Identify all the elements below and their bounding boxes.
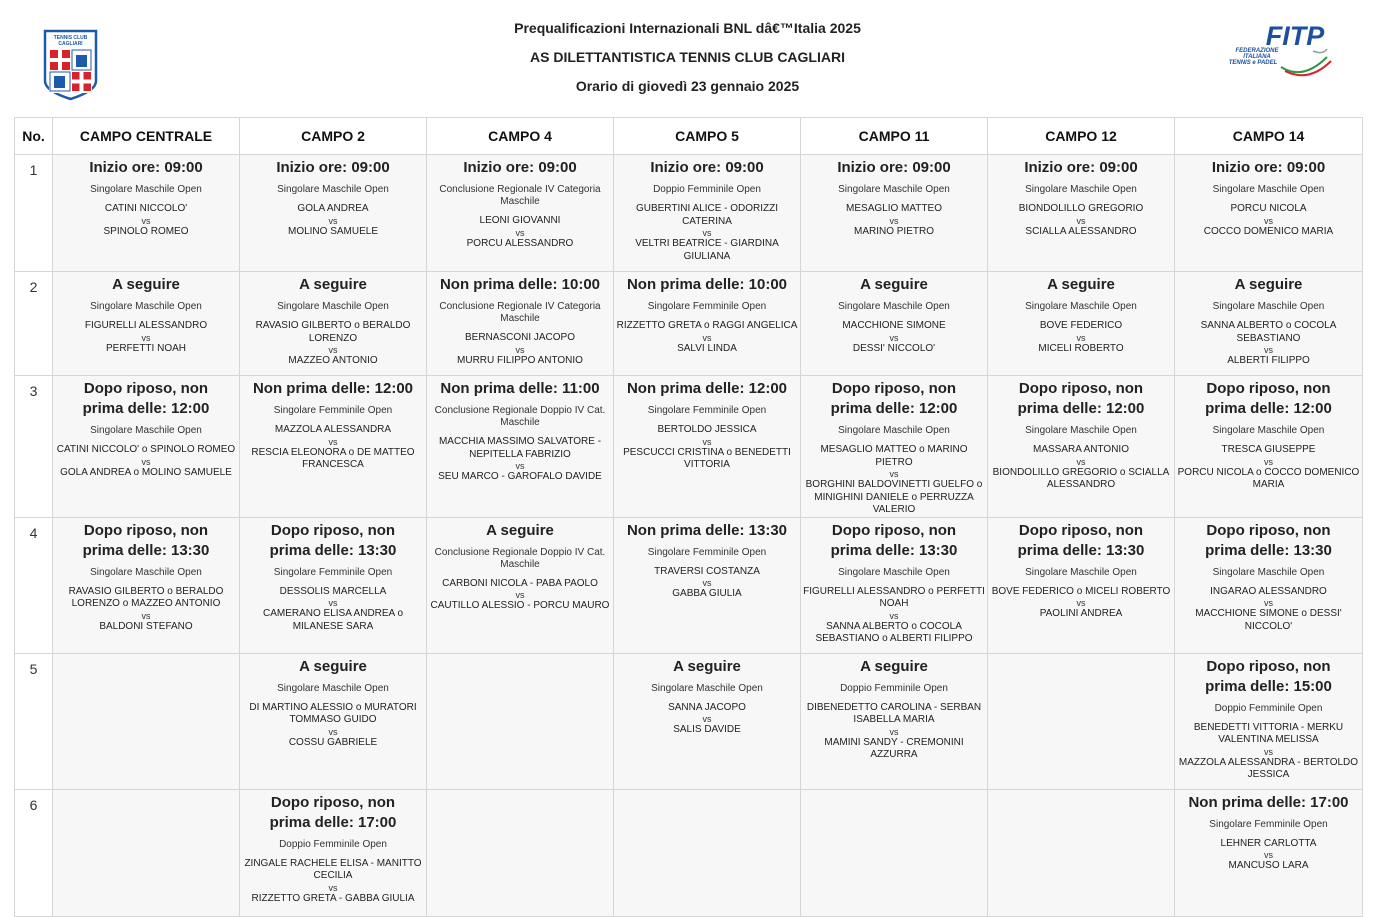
versus-label: vs <box>1076 215 1086 226</box>
versus-label: vs <box>1264 850 1273 860</box>
match-cell <box>427 653 614 789</box>
player-one: MACCHIONE SIMONE <box>842 320 946 331</box>
match-cell <box>53 653 240 789</box>
versus-label: vs <box>141 610 151 621</box>
player-one: FIGURELLI ALESSANDRO <box>84 320 208 331</box>
match-time: Dopo riposo, non prima delle: 15:00 <box>1205 657 1332 695</box>
versus-label: vs <box>702 228 712 238</box>
page-header <box>0 0 1375 116</box>
match-time: Dopo riposo, non prima delle: 13:30 <box>82 521 210 559</box>
match-time: Non prima delle: 10:00 <box>626 276 788 293</box>
player-one: RIZZETTO GRETA o RAGGI ANGELICA <box>616 320 798 331</box>
column-header-campo-4: CAMPO 4 <box>427 118 614 155</box>
match-time: Inizio ore: 09:00 <box>650 159 764 176</box>
match-cell <box>1175 272 1363 376</box>
match-cell <box>1175 789 1363 916</box>
header-title-date: Orario di giovedì 23 gennaio 2025 <box>575 78 800 94</box>
column-header-campo-11: CAMPO 11 <box>801 118 988 155</box>
match-event: Singolare Maschile Open <box>1025 301 1137 312</box>
versus-label: vs <box>1076 332 1086 343</box>
match-cell <box>1175 376 1363 518</box>
player-two: ALBERTI FILIPPO <box>1227 355 1310 366</box>
match-event: Conclusione Regionale Doppio IV Cat. Maschile <box>434 546 606 570</box>
player-two: MACCHIONE SIMONE o DESSI' NICCOLO' <box>1195 608 1342 632</box>
versus-label: vs <box>702 578 712 588</box>
header-titles <box>0 19 1375 106</box>
match-time: Inizio ore: 09:00 <box>837 159 951 176</box>
match-time: Dopo riposo, non prima delle: 12:00 <box>1205 380 1332 417</box>
versus-label: vs <box>889 215 899 226</box>
match-cell <box>240 272 427 376</box>
player-one: MAZZOLA ALESSANDRA <box>274 424 392 435</box>
match-event: Singolare Maschile Open <box>277 682 389 694</box>
versus-label: vs <box>889 726 899 737</box>
match-cell <box>240 376 427 518</box>
match-event: Singolare Femminile Open <box>273 405 393 416</box>
match-time: A seguire <box>860 276 928 293</box>
match-event: Singolare Femminile Open <box>1209 818 1328 830</box>
versus-label: vs <box>702 332 712 343</box>
match-event: Singolare Maschile Open <box>838 425 950 436</box>
match-event: Conclusione Regionale IV Categoria Maschile <box>439 301 601 324</box>
player-one: LEHNER CARLOTTA <box>1220 837 1317 849</box>
versus-label: vs <box>515 461 525 471</box>
player-one: DI MARTINO ALESSIO o MURATORI TOMMASO GUIDO <box>249 701 417 725</box>
match-cell <box>801 653 988 789</box>
match-event: Singolare Femminile Open <box>647 405 767 416</box>
match-event: Singolare Maschile Open <box>90 425 202 436</box>
match-cell <box>427 789 614 916</box>
match-time: Non prima delle: 12:00 <box>252 380 414 397</box>
player-one: BERNASCONI JACOPO <box>464 332 576 343</box>
match-time: Dopo riposo, non prima delle: 13:30 <box>1205 521 1332 559</box>
fitp-logo <box>1215 17 1337 79</box>
match-cell <box>988 272 1175 376</box>
match-time: Dopo riposo, non prima delle: 12:00 <box>82 380 210 417</box>
match-event: Singolare Maschile Open <box>1212 425 1325 436</box>
player-two: SCIALLA ALESSANDRO <box>1025 225 1137 237</box>
row-number: 6 <box>15 789 53 916</box>
row-number: 2 <box>15 272 53 376</box>
player-two: MARINO PIETRO <box>853 225 934 237</box>
match-cell <box>1175 653 1363 789</box>
player-one: MACCHIA MASSIMO SALVATORE - NEPITELLA FABRIZIO <box>438 436 602 460</box>
player-two: MAZZEO ANTONIO <box>288 355 378 366</box>
versus-label: vs <box>141 215 151 226</box>
player-one: CARBONI NICOLA - PABA PAOLO <box>442 577 598 589</box>
player-two: PAOLINI ANDREA <box>1039 608 1123 619</box>
column-header-campo-12: CAMPO 12 <box>988 118 1175 155</box>
svg-text:TENNIS CLUB: TENNIS CLUB <box>53 35 88 41</box>
player-two: BORGHINI BALDOVINETTI GUELFO o MINIGHINI DANIELE o PERRUZZA VALERIO <box>805 479 983 515</box>
match-event: Singolare Maschile Open <box>1212 184 1325 195</box>
match-time: A seguire <box>1047 276 1115 293</box>
match-cell <box>240 517 427 653</box>
match-event: Singolare Maschile Open <box>1025 425 1137 436</box>
player-two: SALIS DAVIDE <box>673 724 741 735</box>
versus-label: vs <box>1264 598 1273 608</box>
match-time: Non prima delle: 10:00 <box>439 276 601 293</box>
versus-label: vs <box>141 332 151 343</box>
player-two: VELTRI BEATRICE - GIARDINA GIULIANA <box>635 238 779 262</box>
player-two: SALVI LINDA <box>677 342 737 354</box>
match-cell <box>1175 155 1363 272</box>
versus-label: vs <box>141 456 151 467</box>
schedule-table <box>14 117 1363 917</box>
player-two: COCCO DOMENICO MARIA <box>1203 225 1334 237</box>
player-one: BOVE FEDERICO o MICELI ROBERTO <box>991 585 1171 597</box>
player-one: CATINI NICCOLO' o SPINOLO ROMEO <box>56 444 236 455</box>
svg-text:ITALIANA: ITALIANA <box>1243 54 1271 60</box>
player-one: SANNA JACOPO <box>668 701 746 713</box>
versus-label: vs <box>1264 746 1273 757</box>
match-event: Conclusione Regionale IV Categoria Maschile <box>439 184 601 207</box>
match-event: Singolare Maschile Open <box>1212 566 1325 578</box>
match-event: Doppio Femminile Open <box>653 184 761 195</box>
player-two: PERFETTI NOAH <box>105 342 186 354</box>
match-cell <box>988 376 1175 518</box>
player-two: RIZZETTO GRETA - GABBA GIULIA <box>251 892 415 904</box>
match-cell <box>53 789 240 916</box>
match-event: Singolare Maschile Open <box>838 184 950 195</box>
match-time: Dopo riposo, non prima delle: 17:00 <box>269 793 397 831</box>
versus-label: vs <box>515 227 525 238</box>
match-cell <box>988 653 1175 789</box>
match-time: A seguire <box>860 657 928 675</box>
match-event: Singolare Femminile Open <box>647 301 767 312</box>
player-two: PORCU NICOLA o COCCO DOMENICO MARIA <box>1177 466 1360 490</box>
match-cell <box>988 155 1175 272</box>
match-time: Dopo riposo, non prima delle: 12:00 <box>830 380 958 417</box>
player-two: RESCIA ELEONORA o DE MATTEO FRANCESCA <box>251 446 415 470</box>
player-two: BALDONI STEFANO <box>99 620 193 632</box>
header-title-club: AS DILETTANTISTICA TENNIS CLUB CAGLIARI <box>530 49 845 65</box>
player-one: FIGURELLI ALESSANDRO o PERFETTI NOAH <box>803 585 985 609</box>
player-two: CAMERANO ELISA ANDREA o MILANESE SARA <box>262 608 404 632</box>
match-time: Inizio ore: 09:00 <box>276 159 390 176</box>
versus-label: vs <box>1264 215 1273 226</box>
match-time: A seguire <box>112 276 180 293</box>
player-one: MASSARA ANTONIO <box>1033 444 1129 455</box>
match-time: Inizio ore: 09:00 <box>89 159 203 176</box>
match-time: A seguire <box>486 521 554 539</box>
column-header-campo-centrale: CAMPO CENTRALE <box>53 118 240 155</box>
match-time: Dopo riposo, non prima delle: 13:30 <box>269 521 397 559</box>
versus-label: vs <box>328 882 338 893</box>
row-number: 4 <box>15 517 53 653</box>
match-cell <box>427 155 614 272</box>
match-time: Non prima delle: 11:00 <box>440 380 600 397</box>
match-time: A seguire <box>299 276 367 293</box>
player-two: PORCU ALESSANDRO <box>466 237 574 249</box>
versus-label: vs <box>328 345 338 355</box>
match-cell <box>1175 517 1363 653</box>
table-row <box>15 517 1363 653</box>
versus-label: vs <box>515 590 525 600</box>
player-one: RAVASIO GILBERTO o BERALDO LORENZO o MAZZEO ANTONIO <box>68 585 224 609</box>
player-two: GABBA GIULIA <box>672 588 742 599</box>
player-one: MESAGLIO MATTEO o MARINO PIETRO <box>820 444 968 468</box>
player-one: BENEDETTI VITTORIA - MERKU VALENTINA MELISSA <box>1193 721 1344 745</box>
player-two: PESCUCCI CRISTINA o BENEDETTI VITTORIA <box>623 446 791 470</box>
match-event: Singolare Maschile Open <box>1025 184 1137 195</box>
match-time: Dopo riposo, non prima delle: 13:30 <box>1017 521 1145 559</box>
match-cell <box>240 789 427 916</box>
match-cell <box>614 517 801 653</box>
match-cell <box>53 272 240 376</box>
match-event: Singolare Maschile Open <box>1025 566 1137 578</box>
match-time: Non prima delle: 12:00 <box>626 380 788 397</box>
match-cell <box>240 653 427 789</box>
player-one: DIBENEDETTO CAROLINA - SERBAN ISABELLA MARIA <box>806 701 982 725</box>
player-one: BERTOLDO JESSICA <box>657 424 757 435</box>
table-row <box>15 789 1363 916</box>
player-two: COSSU GABRIELE <box>288 736 378 748</box>
match-time: Non prima delle: 17:00 <box>1188 793 1349 811</box>
match-event: Doppio Femminile Open <box>279 838 387 850</box>
row-number: 3 <box>15 376 53 518</box>
match-event: Doppio Femminile Open <box>840 682 948 694</box>
match-time: Inizio ore: 09:00 <box>463 159 577 176</box>
match-cell <box>614 155 801 272</box>
player-two: MURRU FILIPPO ANTONIO <box>457 354 583 366</box>
versus-label: vs <box>1264 456 1273 467</box>
player-two: MICELI ROBERTO <box>1038 342 1124 354</box>
player-two: SEU MARCO - GAROFALO DAVIDE <box>438 471 602 482</box>
table-row <box>15 155 1363 272</box>
match-cell <box>53 155 240 272</box>
match-event: Singolare Maschile Open <box>90 184 202 195</box>
player-one: GOLA ANDREA <box>297 203 369 214</box>
column-header-campo-2: CAMPO 2 <box>240 118 427 155</box>
player-one: DESSOLIS MARCELLA <box>279 585 387 597</box>
versus-label: vs <box>1264 345 1273 355</box>
player-one: SANNA ALBERTO o COCOLA SEBASTIANO <box>1200 320 1337 344</box>
row-number: 1 <box>15 155 53 272</box>
versus-label: vs <box>1076 598 1086 608</box>
match-event: Doppio Femminile Open <box>1214 702 1323 714</box>
match-cell <box>614 376 801 518</box>
match-event: Conclusione Regionale Doppio IV Cat. Maschile <box>434 405 606 428</box>
player-one: PORCU NICOLA <box>1230 203 1307 214</box>
player-two: MAMINI SANDY - CREMONINI AZZURRA <box>824 736 964 760</box>
match-cell <box>53 517 240 653</box>
versus-label: vs <box>702 436 712 447</box>
match-cell <box>801 517 988 653</box>
player-one: INGARAO ALESSANDRO <box>1210 585 1327 597</box>
versus-label: vs <box>889 332 899 343</box>
player-one: TRAVERSI COSTANZA <box>654 565 760 577</box>
match-event: Singolare Maschile Open <box>651 682 763 694</box>
table-row <box>15 376 1363 518</box>
match-event: Singolare Maschile Open <box>90 301 202 312</box>
versus-label: vs <box>515 344 525 355</box>
match-cell <box>53 376 240 518</box>
svg-text:TENNIS e PADEL: TENNIS e PADEL <box>1228 60 1278 66</box>
match-event: Singolare Femminile Open <box>647 546 767 558</box>
versus-label: vs <box>1076 456 1086 467</box>
table-row <box>15 272 1363 376</box>
match-cell <box>801 272 988 376</box>
match-cell <box>427 272 614 376</box>
player-two: MOLINO SAMUELE <box>287 225 379 237</box>
player-one: BOVE FEDERICO <box>1039 320 1123 331</box>
player-two: DESSI' NICCOLO' <box>852 342 936 354</box>
player-two: SPINOLO ROMEO <box>103 225 189 237</box>
player-one: LEONI GIOVANNI <box>479 215 561 226</box>
match-cell <box>988 517 1175 653</box>
player-two: BIONDOLILLO GREGORIO o SCIALLA ALESSANDRO <box>992 466 1170 490</box>
match-time: Non prima delle: 13:30 <box>626 521 788 539</box>
match-time: A seguire <box>1234 276 1303 293</box>
match-cell <box>614 653 801 789</box>
player-one: MESAGLIO MATTEO <box>846 203 942 214</box>
table-header-row <box>15 118 1363 155</box>
match-time: Inizio ore: 09:00 <box>1211 159 1326 176</box>
column-header-campo-14: CAMPO 14 <box>1175 118 1363 155</box>
svg-text:CAGLIARI: CAGLIARI <box>58 41 83 47</box>
match-cell <box>240 155 427 272</box>
match-cell <box>801 376 988 518</box>
match-cell <box>614 789 801 916</box>
match-cell <box>801 789 988 916</box>
column-header-campo-5: CAMPO 5 <box>614 118 801 155</box>
player-one: BIONDOLILLO GREGORIO <box>1018 203 1144 214</box>
match-cell <box>988 789 1175 916</box>
match-event: Singolare Maschile Open <box>90 566 202 578</box>
player-one: RAVASIO GILBERTO o BERALDO LORENZO <box>255 320 411 344</box>
player-two: CAUTILLO ALESSIO - PORCU MAURO <box>430 600 610 611</box>
schedule-body <box>15 155 1363 917</box>
player-one: ZINGALE RACHELE ELISA - MANITTO CECILIA <box>244 857 422 881</box>
match-event: Singolare Femminile Open <box>273 566 393 578</box>
match-event: Singolare Maschile Open <box>1212 301 1325 312</box>
player-two: GOLA ANDREA o MOLINO SAMUELE <box>60 466 232 478</box>
match-time: A seguire <box>299 657 367 675</box>
player-one: CATINI NICCOLO' <box>104 203 188 214</box>
header-title-event: Prequalificazioni Internazionali BNL dâ€™Italia 2025 <box>514 20 861 36</box>
player-two: MANCUSO LARA <box>1228 860 1309 871</box>
match-time: A seguire <box>673 657 741 675</box>
match-event: Singolare Maschile Open <box>277 301 389 312</box>
player-one: GUBERTINI ALICE - ODORIZZI CATERINA <box>635 203 779 227</box>
match-cell <box>427 517 614 653</box>
player-two: MAZZOLA ALESSANDRA - BERTOLDO JESSICA <box>1178 756 1359 780</box>
match-event: Singolare Maschile Open <box>838 301 950 312</box>
match-cell <box>427 376 614 518</box>
versus-label: vs <box>328 436 338 447</box>
svg-text:FEDERAZIONE: FEDERAZIONE <box>1235 48 1279 54</box>
svg-text:FITP: FITP <box>1265 21 1325 51</box>
versus-label: vs <box>889 610 899 621</box>
match-time: Dopo riposo, non prima delle: 13:30 <box>830 521 958 559</box>
versus-label: vs <box>889 469 899 479</box>
table-row <box>15 653 1363 789</box>
match-time: Inizio ore: 09:00 <box>1024 159 1138 176</box>
match-event: Singolare Maschile Open <box>838 566 950 578</box>
match-cell <box>614 272 801 376</box>
row-number: 5 <box>15 653 53 789</box>
versus-label: vs <box>328 215 338 226</box>
player-two: SANNA ALBERTO o COCOLA SEBASTIANO o ALBERTI FILIPPO <box>815 620 973 644</box>
versus-label: vs <box>328 598 338 608</box>
match-cell <box>801 155 988 272</box>
column-header-number: No. <box>15 118 53 155</box>
versus-label: vs <box>328 726 338 737</box>
versus-label: vs <box>702 714 712 724</box>
match-time: Dopo riposo, non prima delle: 12:00 <box>1017 380 1145 417</box>
match-event: Singolare Maschile Open <box>277 184 389 195</box>
player-one: TRESCA GIUSEPPE <box>1221 444 1316 455</box>
